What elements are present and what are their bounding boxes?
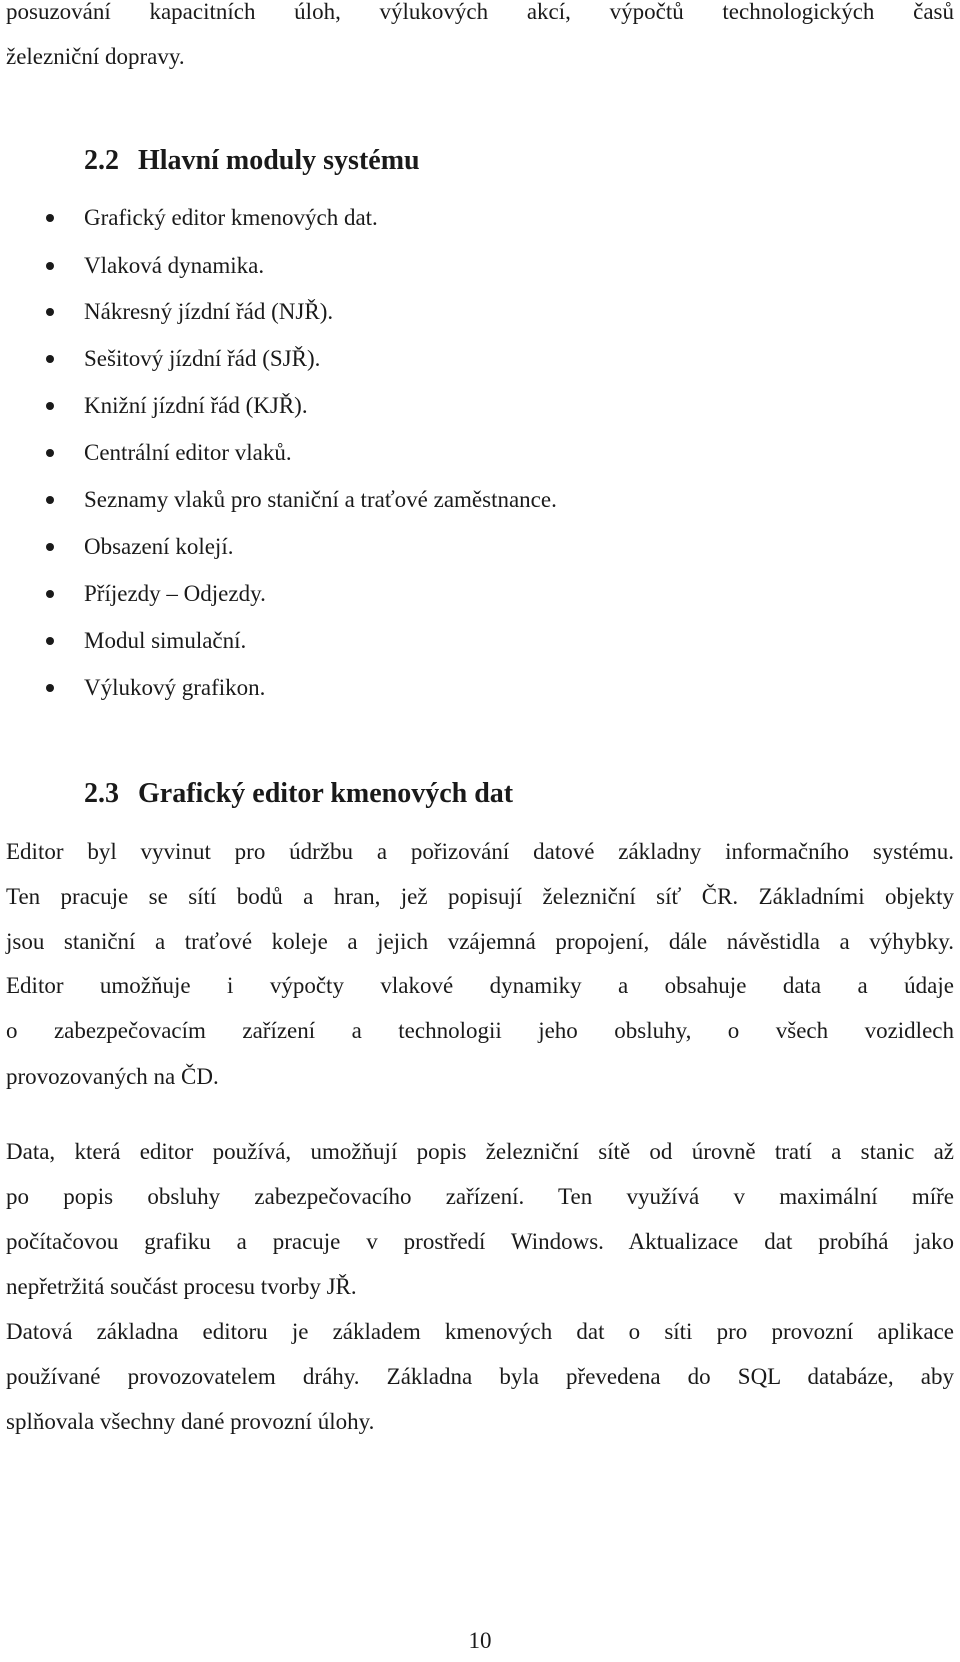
paragraph-2-line: počítačovou grafiku a pracuje v prostředí Windows. Aktualizace dat probíhá jako (6, 1229, 954, 1254)
list-item: Knižní jízdní řád (KJŘ). (84, 391, 308, 421)
list-item: Výlukový grafikon. (84, 673, 265, 703)
bullet-icon (46, 496, 54, 504)
paragraph-2-line: Data, která editor používá, umožňují popis železniční sítě od úrovně tratí a stanic až (6, 1139, 954, 1164)
list-item: Seznamy vlaků pro staniční a traťové zaměstnance. (84, 485, 557, 515)
paragraph-1-line: o zabezpečovacím zařízení a technologii jeho obsluhy, o všech vozidlech (6, 1018, 954, 1043)
bullet-icon (46, 637, 54, 645)
list-item: Nákresný jízdní řád (NJŘ). (84, 297, 333, 327)
list-item: Modul simulační. (84, 626, 246, 656)
paragraph-2-line: po popis obsluhy zabezpečovacího zařízení. Ten využívá v maximální míře (6, 1184, 954, 1209)
paragraph-1-line: provozovaných na ČD. (6, 1064, 219, 1089)
bullet-icon (46, 402, 54, 410)
bullet-icon (46, 308, 54, 316)
paragraph-3-line: splňovala všechny dané provozní úlohy. (6, 1409, 375, 1434)
bullet-icon (46, 262, 54, 270)
bullet-icon (46, 543, 54, 551)
bullet-icon (46, 214, 54, 222)
bullet-icon (46, 355, 54, 363)
section-2-2-heading (84, 144, 420, 178)
list-item: Grafický editor kmenových dat. (84, 203, 378, 233)
page-number: 10 (468, 1628, 492, 1653)
paragraph-3-line: Datová základna editoru je základem kmenových dat o síti pro provozní aplikace (6, 1319, 954, 1344)
list-item: Obsazení kolejí. (84, 532, 233, 562)
section-2-2-number: 2.2 (84, 145, 119, 176)
section-2-3-heading (84, 777, 513, 811)
paragraph-1-line: jsou staniční a traťové koleje a jejich vzájemná propojení, dále návěstidla a výhybky. (6, 929, 954, 954)
paragraph-1-line: Editor umožňuje i výpočty vlakové dynamiky a obsahuje data a údaje (6, 973, 954, 998)
list-item: Vlaková dynamika. (84, 251, 264, 281)
bullet-icon (46, 684, 54, 692)
section-2-2-title: Hlavní moduly systému (138, 145, 420, 176)
list-item: Sešitový jízdní řád (SJŘ). (84, 344, 320, 374)
list-item: Příjezdy – Odjezdy. (84, 579, 266, 609)
paragraph-1-line: Editor byl vyvinut pro údržbu a pořizování datové základny informačního systému. (6, 839, 954, 864)
section-2-3-title: Grafický editor kmenových dat (138, 778, 514, 809)
intro-line-1: posuzování kapacitních úloh, výlukových akcí, výpočtů technologických časů (6, 0, 954, 24)
intro-line-2: železniční dopravy. (6, 44, 185, 69)
paragraph-2-line: nepřetržitá součást procesu tvorby JŘ. (6, 1274, 357, 1299)
bullet-icon (46, 449, 54, 457)
paragraph-3-line: používané provozovatelem dráhy. Základna byla převedena do SQL databáze, aby (6, 1364, 954, 1389)
bullet-icon (46, 590, 54, 598)
section-2-3-number: 2.3 (84, 778, 119, 809)
list-item: Centrální editor vlaků. (84, 438, 292, 468)
paragraph-1-line: Ten pracuje se sítí bodů a hran, jež popisují železniční síť ČR. Základními objekty (6, 884, 954, 909)
